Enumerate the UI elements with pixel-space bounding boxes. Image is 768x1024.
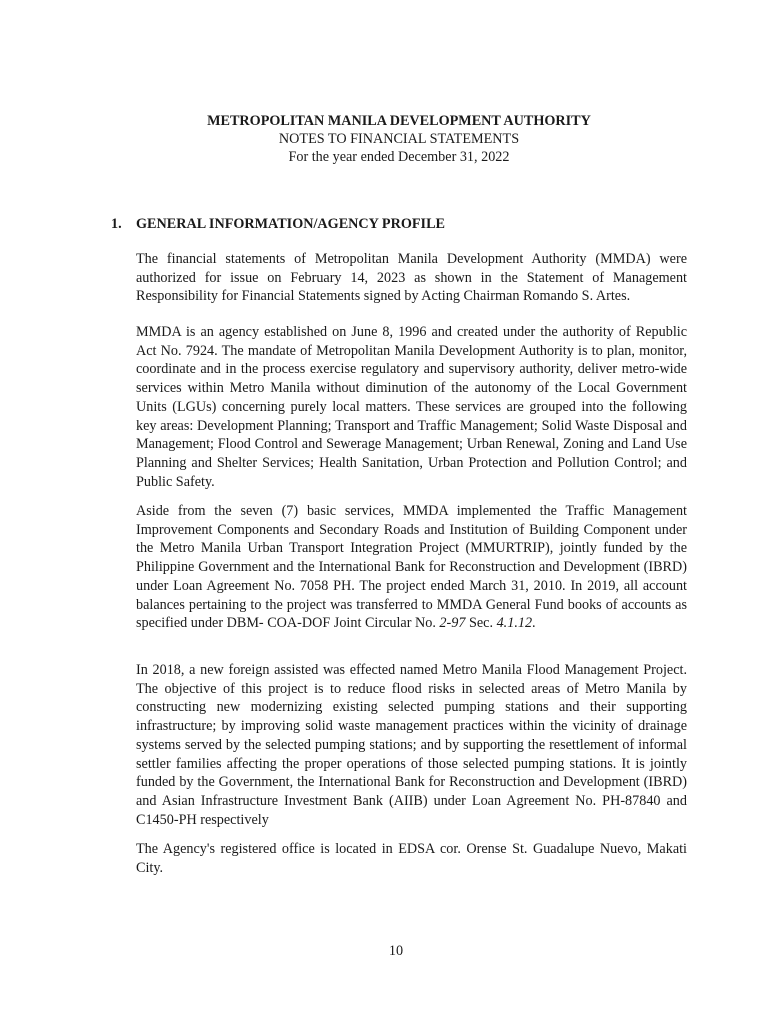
circular-number: 2-97 <box>439 615 466 632</box>
page-number: 10 <box>388 943 404 959</box>
document-header <box>0 112 768 166</box>
paragraph-mmurtrip-end: . <box>532 615 536 632</box>
agency-name: METROPOLITAN MANILA DEVELOPMENT AUTHORITY <box>207 113 591 129</box>
paragraph-mmurtrip-main: Aside from the seven (7) basic services, MMDA implemented the Traffic Management Improvement Components and Secondary Roads and Institution of Building Component under the Metro Manila Urban Transport Integration Project (MMURTRIP), jointly funded by the Philippine Government and the International Bank for Reconstruction and Development (IBRD) under Loan Agreement No. 7058 PH. The project ended March 31, 2010. In 2019, all account balances pertaining to the project was transferred to MMDA General Fund books of accounts as specified under DBM- COA-DOF Joint Circular No. <box>136 503 687 632</box>
section-title: GENERAL INFORMATION/AGENCY PROFILE <box>136 216 445 232</box>
section-number: 1. <box>111 216 122 232</box>
section-reference: 4.1.12 <box>496 615 533 632</box>
section-label: Sec. <box>468 615 494 632</box>
section-heading <box>111 215 445 233</box>
paragraph-authorization: The financial statements of Metropolitan Manila Development Authority (MMDA) were authorized for issue on February 14, 2023 as shown in the Statement of Management Responsibility for Financial Statements signed by Acting Chairman Romando S. Artes. <box>136 251 687 305</box>
paragraph-flood-management: In 2018, a new foreign assisted was effected named Metro Manila Flood Management Project. The objective of this project is to reduce flood risks in selected areas of Metro Manila by constructing new modernizing existing selected pumping stations and their supporting infrastructure; by improving solid waste management practices within the vicinity of drainage systems served by the selected pumping stations; and by supporting the resettlement of informal settler families affecting the proper operations of those selected pumping stations. It is jointly funded by the Government, the International Bank for Reconstruction and Development (IBRD) and Asian Infrastructure Investment Bank (AIIB) under Loan Agreement No. PH-87840 and C1450-PH respectively <box>136 662 687 828</box>
paragraph-mandate: MMDA is an agency established on June 8, 1996 and created under the authority of Republic Act No. 7924. The mandate of Metropolitan Manila Development Authority is to plan, monitor, coordinate and in the process exercise regulatory and supervisory authority, deliver metro-wide services within Metro Manila without diminution of the autonomy of the Local Government Units (LGUs) concerning purely local matters. These services are grouped into the following key areas: Development Planning; Transport and Traffic Management; Solid Waste Disposal and Management; Flood Control and Sewerage Management; Urban Renewal, Zoning and Land Use Planning and Shelter Services; Health Sanitation, Urban Protection and Pollution Control; and Public Safety. <box>136 324 687 490</box>
paragraph-mmurtrip <box>136 502 687 633</box>
reporting-period: For the year ended December 31, 2022 <box>288 149 510 165</box>
paragraph-registered-office: The Agency's registered office is located in EDSA cor. Orense St. Guadalupe Nuevo, Makati City. <box>136 841 687 876</box>
document-title: NOTES TO FINANCIAL STATEMENTS <box>278 131 520 147</box>
